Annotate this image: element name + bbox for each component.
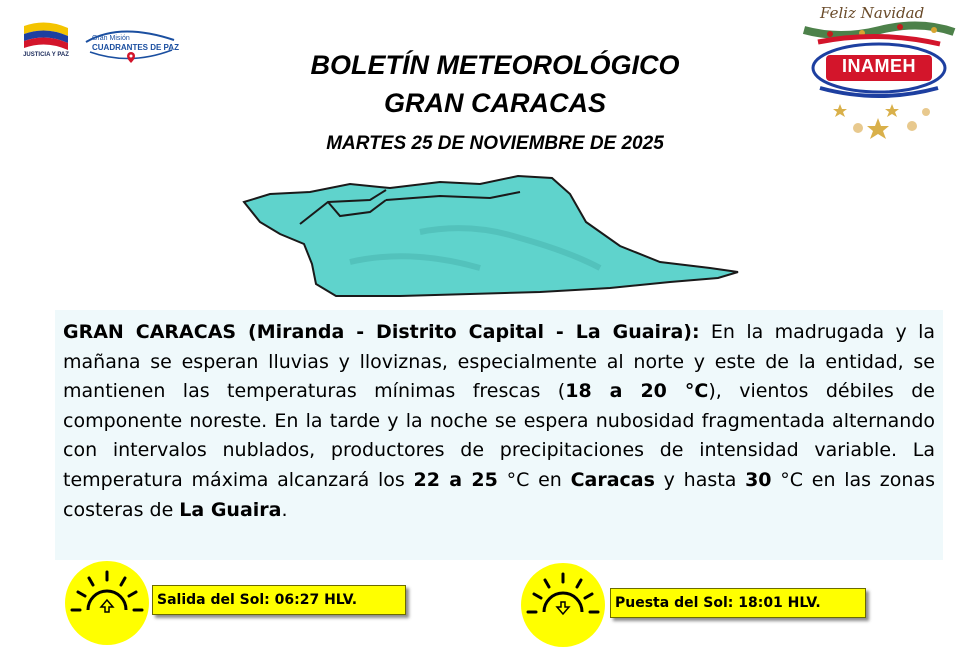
christmas-stars-icon [833, 104, 930, 139]
forecast-text-part: °C en [497, 468, 571, 491]
city-name: Caracas [570, 468, 655, 491]
inameh-name: INAMEH [842, 56, 916, 76]
venezuela-flag-icon [18, 20, 74, 52]
sunrise-time: Salida del Sol: 06:27 HLV. [152, 585, 406, 615]
inameh-logo [800, 0, 958, 150]
gran-mision-line2: CUADRANTES DE PAZ [92, 43, 179, 52]
max-temperature: 22 a 25 [413, 468, 498, 491]
coast-temperature: 30 [745, 468, 772, 491]
region-title: GRAN CARACAS [384, 88, 606, 118]
forecast-region: GRAN CARACAS (Miranda - Distrito Capital - La Guaira): [63, 321, 700, 343]
justicia-y-paz-caption: JUSTICIA Y PAZ [23, 52, 69, 58]
sunrise-icon [62, 558, 152, 648]
min-temperature: 18 a 20 °C [565, 380, 709, 403]
forecast-text-part: . [281, 498, 288, 521]
forecast-text-part: En la madrugada y la mañana se esperan lluvias y lloviznas, especialmente al norte y este de la entidad, se mantienen las temperaturas mínimas frescas ( [63, 321, 935, 403]
forecast-box [55, 310, 943, 560]
bulletin-date: MARTES 25 DE NOVIEMBRE DE 2025 [326, 133, 664, 154]
sunset-time: Puesta del Sol: 18:01 HLV. [610, 588, 866, 618]
sunset-icon [518, 560, 608, 650]
forecast-text-part: ), vientos débiles de componente noreste. En la tarde y la noche se espera nubosidad fragmentada alternando con intervalos nublados, productores de precipitaciones de intensidad variable. La temperatura máxima alcanzará los [63, 380, 935, 491]
bulletin-title: BOLETÍN METEOROLÓGICO [310, 50, 680, 80]
forecast-text [63, 318, 935, 525]
gran-caracas-map-icon [240, 172, 742, 302]
forecast-text-part: °C en las zonas costeras de [63, 468, 935, 521]
gran-mision-line1: Gran Misión [92, 35, 130, 42]
feliz-navidad-text: Feliz Navidad [820, 4, 925, 22]
forecast-text-part: y hasta [654, 468, 746, 491]
coast-region: La Guaira [179, 498, 282, 521]
